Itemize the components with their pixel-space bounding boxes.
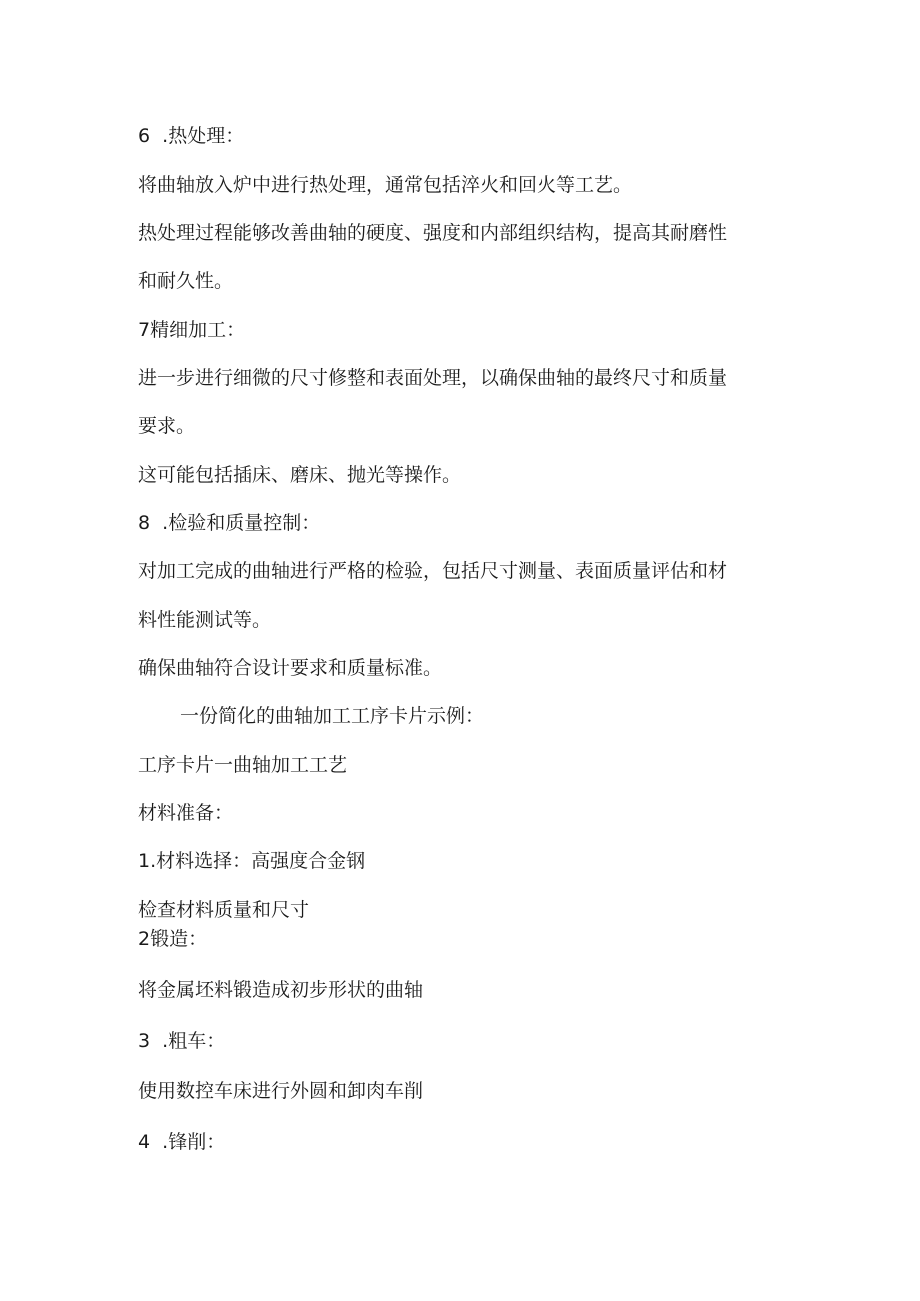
card-title: 工序卡片一曲轴加工工艺 bbox=[138, 754, 348, 776]
paragraph-line: 对加工完成的曲轴进行严格的检验，包括尺寸测量、表面质量评估和材 bbox=[138, 560, 728, 582]
heading-inspection: 8 .检验和质量控制： bbox=[138, 512, 321, 534]
step-line: 3 .粗车： bbox=[138, 1030, 226, 1052]
paragraph-line: 检查材料质量和尺寸 bbox=[138, 899, 310, 921]
paragraph-line: 将金属坯料锻造成初步形状的曲轴 bbox=[138, 979, 424, 1001]
paragraph-line: 和耐久性。 bbox=[138, 270, 234, 292]
step-line: 1.材料选择：高强度合金钢 bbox=[138, 850, 366, 872]
paragraph-line: 使用数控车床进行外圆和卸肉车削 bbox=[138, 1080, 424, 1102]
paragraph-line: 料性能测试等。 bbox=[138, 609, 272, 631]
paragraph-line: 热处理过程能够改善曲轴的硬度、强度和内部组织结构，提高其耐磨性 bbox=[138, 222, 728, 244]
section-label: 材料准备： bbox=[138, 802, 234, 824]
heading-heat-treatment: 6 .热处理： bbox=[138, 125, 245, 147]
paragraph-line: 确保曲轴符合设计要求和质量标准。 bbox=[138, 657, 443, 679]
paragraph-line: 这可能包括插床、磨床、抛光等操作。 bbox=[138, 464, 462, 486]
intro-line: 一份简化的曲轴加工工序卡片示例： bbox=[180, 705, 485, 727]
paragraph-line: 进一步进行细微的尺寸修整和表面处理，以确保曲轴的最终尺寸和质量 bbox=[138, 367, 728, 389]
paragraph-line: 要求。 bbox=[138, 415, 196, 437]
paragraph-line: 将曲轴放入炉中进行热处理，通常包括淬火和回火等工艺。 bbox=[138, 174, 633, 196]
step-line: 2锻造： bbox=[138, 928, 208, 950]
heading-fine-machining: 7精细加工： bbox=[138, 319, 246, 341]
step-line: 4 .锋削： bbox=[138, 1131, 226, 1153]
